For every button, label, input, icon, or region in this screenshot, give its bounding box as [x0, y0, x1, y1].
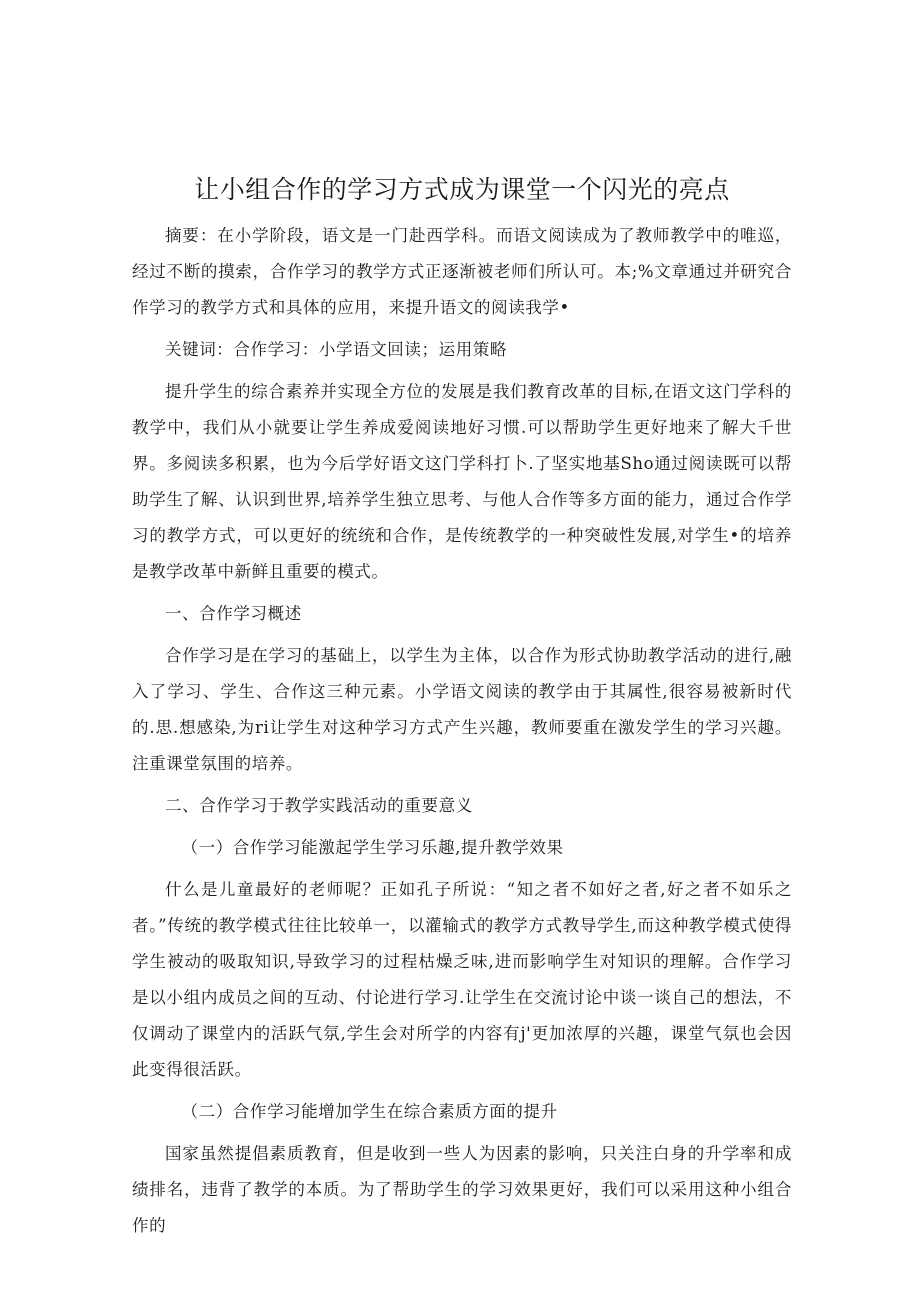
subsection-2-paragraph: 国家虽然提倡素质教育，但是收到一些人为因素的影响，只关注白身的升学率和成绩排名，违背了教学的本质。为了帮助学生的学习效果更好，我们可以采用这种小组合作的	[132, 1144, 792, 1235]
subsection-1-paragraph: 什么是儿童最好的老师呢？正如孔子所说：“知之者不如好之者,好之者不如乐之者。”传统的教学模式往往比较单一，以灌输式的教学方式教导学生,而这种教学模式使得学生被动的吸取知识,导致学习的过程枯燥乏味,进而影响学生对知识的理解。合作学习是以小组内成员之间的互动、付论进行学习.让学生在交流讨论中谈一谈自己的想法，不仅调动了课堂内的活跃气氛,学生会对所学的内容有j'更加浓厚的兴趣，课堂气氛也会因此变得很活跃。	[132, 880, 792, 1079]
subsection-1-heading: （一）合作学习能激起学生学习乐趣,提升教学效果	[181, 838, 564, 857]
document-body	[132, 170, 792, 1244]
keywords-line: 关键词：合作学习：小学语文回读；运用策略	[165, 340, 507, 359]
subsection-2-heading: （二）合作学习能增加学生在综合素质方面的提升	[181, 1102, 558, 1121]
intro-paragraph: 提升学生的综合素养并实现全方位的发展是我们教育改革的目标,在语文这门学科的教学中，我们从小就要让学生养成爱阅读地好习惯.可以帮助学生更好地来了解大千世界。多阅读多积累，也为今后学好语文这门学科打卜.了坚实地基Sho通过阅读既可以帮助学生了解、认识到世界,培养学生独立思考、与他人合作等多方面的能力，通过合作学习的教学方式，可以更好的统统和合作，是传统教学的一种突破性发展,对学生•的培养是教学改革中新鲜且重要的模式。	[132, 382, 792, 581]
section-2-heading: 二、合作学习于教学实践活动的重要意义	[165, 796, 473, 815]
section-1-paragraph: 合作学习是在学习的基础上，以学生为主体，以合作为形式协助教学活动的进行,融入了学习、学生、合作这三种元素。小学语文阅读的教学由于其属性,很容易被新时代的.思.想感染,为ri让学生对这种学习方式产生兴趣，教师要重在激发学生的学习兴趣。注重课堂氛围的培养。	[132, 646, 792, 773]
section-1-heading: 一、合作学习概述	[165, 604, 302, 623]
document-title: 让小组合作的学习方式成为课堂一个闪光的亮点	[194, 175, 730, 204]
abstract-paragraph: 摘要：在小学阶段，语文是一门赴西学科。而语文阅读成为了教师教学中的唯巡，经过不断的摸索，合作学习的教学方式正逐渐被老师们所认可。本;%文章通过并研究合作学习的教学方式和具体的应用，来提升语文的阅读我学•	[132, 226, 792, 317]
